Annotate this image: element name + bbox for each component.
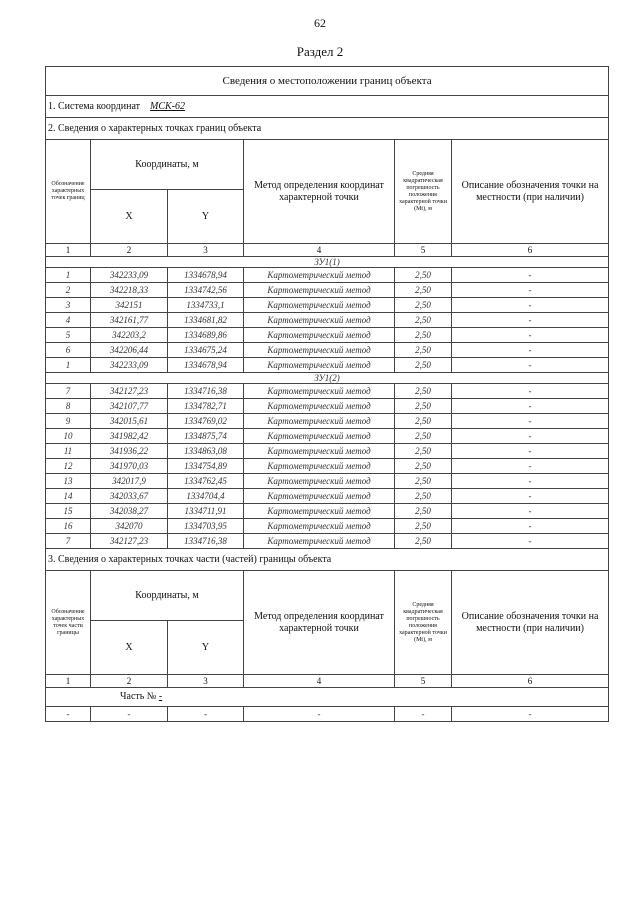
column-number: 1 — [46, 675, 91, 688]
description: - — [452, 313, 609, 328]
coord-x: 342127,23 — [91, 534, 168, 549]
coord-x: 342038,27 — [91, 504, 168, 519]
table-row — [46, 504, 609, 519]
table-row — [46, 519, 609, 534]
description: - — [452, 298, 609, 313]
point-number: 11 — [46, 444, 91, 459]
part-header-coords: Координаты, м — [91, 571, 244, 621]
coord-y: 1334769,02 — [168, 414, 244, 429]
empty-cell: - — [452, 707, 609, 722]
description: - — [452, 414, 609, 429]
point-number: 7 — [46, 384, 91, 399]
column-number: 3 — [168, 244, 244, 257]
coord-y: 1334678,94 — [168, 358, 244, 373]
coord-y: 1334875,74 — [168, 429, 244, 444]
empty-cell: - — [395, 707, 452, 722]
point-number: 15 — [46, 504, 91, 519]
description: - — [452, 384, 609, 399]
coord-y: 1334733,1 — [168, 298, 244, 313]
coord-system-row — [46, 96, 609, 118]
method: Картометрический метод — [244, 474, 395, 489]
coord-x: 342206,44 — [91, 343, 168, 358]
point-number: 6 — [46, 343, 91, 358]
part-value: - — [158, 691, 163, 702]
accuracy: 2,50 — [395, 298, 452, 313]
empty-cell: - — [244, 707, 395, 722]
part-header-description: Описание обозначения точки на местности (при наличии) — [452, 571, 609, 675]
column-number: 6 — [452, 244, 609, 257]
description: - — [452, 399, 609, 414]
accuracy: 2,50 — [395, 414, 452, 429]
coord-y: 1334689,86 — [168, 328, 244, 343]
coord-x: 342233,09 — [91, 358, 168, 373]
group-row — [46, 373, 609, 384]
accuracy: 2,50 — [395, 534, 452, 549]
method: Картометрический метод — [244, 313, 395, 328]
coord-y: 1334703,95 — [168, 519, 244, 534]
method: Картометрический метод — [244, 384, 395, 399]
table-row — [46, 358, 609, 373]
description: - — [452, 489, 609, 504]
description: - — [452, 534, 609, 549]
accuracy: 2,50 — [395, 444, 452, 459]
description: - — [452, 343, 609, 358]
coord-x: 341970,03 — [91, 459, 168, 474]
method: Картометрический метод — [244, 268, 395, 283]
group-row — [46, 257, 609, 268]
coord-y: 1334863,08 — [168, 444, 244, 459]
point-number: 4 — [46, 313, 91, 328]
table-row — [46, 474, 609, 489]
coord-x: 341982,42 — [91, 429, 168, 444]
accuracy: 2,50 — [395, 313, 452, 328]
column-number: 6 — [452, 675, 609, 688]
coord-y: 1334762,45 — [168, 474, 244, 489]
part-label-cell — [46, 688, 609, 707]
column-number: 4 — [244, 675, 395, 688]
coord-y: 1334681,82 — [168, 313, 244, 328]
method: Картометрический метод — [244, 429, 395, 444]
coord-y: 1334675,24 — [168, 343, 244, 358]
part-header-method: Метод определения координат характерной точки — [244, 571, 395, 675]
point-number: 1 — [46, 268, 91, 283]
coord-x: 342203,2 — [91, 328, 168, 343]
description: - — [452, 429, 609, 444]
point-number: 2 — [46, 283, 91, 298]
method: Картометрический метод — [244, 519, 395, 534]
coord-y: 1334678,94 — [168, 268, 244, 283]
accuracy: 2,50 — [395, 384, 452, 399]
table-row — [46, 384, 609, 399]
method: Картометрический метод — [244, 399, 395, 414]
coord-system-value: МСК-62 — [150, 100, 186, 112]
group-name: ЗУ1(2) — [46, 373, 609, 384]
accuracy: 2,50 — [395, 504, 452, 519]
coord-x: 342127,23 — [91, 384, 168, 399]
accuracy: 2,50 — [395, 283, 452, 298]
method: Картометрический метод — [244, 504, 395, 519]
table-row — [46, 268, 609, 283]
part-row — [46, 688, 609, 707]
description: - — [452, 444, 609, 459]
header-accuracy: Средняя квадратическая погрешность положения характерной точки (Mt), м — [395, 140, 452, 244]
column-number: 2 — [91, 675, 168, 688]
table-row — [46, 298, 609, 313]
section2-title: 2. Сведения о характерных точках границ объекта — [46, 118, 609, 140]
section-title: Раздел 2 — [296, 44, 344, 59]
accuracy: 2,50 — [395, 489, 452, 504]
accuracy: 2,50 — [395, 474, 452, 489]
point-number: 1 — [46, 358, 91, 373]
coord-x: 342017,9 — [91, 474, 168, 489]
column-numbers — [46, 244, 609, 257]
point-number: 12 — [46, 459, 91, 474]
part-header-accuracy: Средняя квадратическая погрешность положения характерной точки (Mt), м — [395, 571, 452, 675]
coord-y: 1334704,4 — [168, 489, 244, 504]
point-number: 8 — [46, 399, 91, 414]
table-row — [46, 414, 609, 429]
description: - — [452, 358, 609, 373]
method: Картометрический метод — [244, 283, 395, 298]
header-y: Y — [168, 190, 244, 244]
column-number: 2 — [91, 244, 168, 257]
point-number: 16 — [46, 519, 91, 534]
coord-y: 1334742,56 — [168, 283, 244, 298]
point-number: 10 — [46, 429, 91, 444]
empty-cell: - — [46, 707, 91, 722]
column-number: 5 — [395, 244, 452, 257]
point-number: 9 — [46, 414, 91, 429]
method: Картометрический метод — [244, 534, 395, 549]
column-number: 3 — [168, 675, 244, 688]
part-column-numbers — [46, 675, 609, 688]
description: - — [452, 283, 609, 298]
description: - — [452, 519, 609, 534]
description: - — [452, 474, 609, 489]
part-header-row — [46, 571, 609, 621]
header-method: Метод определения координат характерной точки — [244, 140, 395, 244]
empty-row — [46, 707, 609, 722]
coord-x: 342015,61 — [91, 414, 168, 429]
table-row — [46, 343, 609, 358]
table-row — [46, 429, 609, 444]
coord-x: 342218,33 — [91, 283, 168, 298]
section3-row — [46, 549, 609, 571]
point-number: 3 — [46, 298, 91, 313]
column-number: 4 — [244, 244, 395, 257]
method: Картометрический метод — [244, 298, 395, 313]
header-x: X — [91, 190, 168, 244]
accuracy: 2,50 — [395, 399, 452, 414]
column-number: 5 — [395, 675, 452, 688]
accuracy: 2,50 — [395, 343, 452, 358]
accuracy: 2,50 — [395, 429, 452, 444]
accuracy: 2,50 — [395, 328, 452, 343]
coord-x: 342233,09 — [91, 268, 168, 283]
header-coords: Координаты, м — [91, 140, 244, 190]
part-label: Часть № — [120, 691, 159, 702]
method: Картометрический метод — [244, 358, 395, 373]
part-header-x: X — [91, 621, 168, 675]
point-number: 5 — [46, 328, 91, 343]
accuracy: 2,50 — [395, 268, 452, 283]
table-row — [46, 534, 609, 549]
accuracy: 2,50 — [395, 519, 452, 534]
coord-x: 341936,22 — [91, 444, 168, 459]
method: Картометрический метод — [244, 459, 395, 474]
method: Картометрический метод — [244, 328, 395, 343]
group-name: ЗУ1(1) — [46, 257, 609, 268]
description: - — [452, 504, 609, 519]
table-row — [46, 489, 609, 504]
coord-y: 1334754,89 — [168, 459, 244, 474]
header-description: Описание обозначения точки на местности (при наличии) — [452, 140, 609, 244]
section3-title: 3. Сведения о характерных точках части (частей) границы объекта — [46, 549, 609, 571]
table-row — [46, 459, 609, 474]
table-row — [46, 399, 609, 414]
coord-x: 342151 — [91, 298, 168, 313]
method: Картометрический метод — [244, 414, 395, 429]
header-point-label: Обозначение характерных точек границ — [46, 140, 91, 244]
boundary-table — [45, 66, 609, 722]
coord-y: 1334782,71 — [168, 399, 244, 414]
part-header-point-label: Обозначение характерных точек части границы — [46, 571, 91, 675]
coord-y: 1334711,91 — [168, 504, 244, 519]
point-number: 7 — [46, 534, 91, 549]
method: Картометрический метод — [244, 489, 395, 504]
description: - — [452, 328, 609, 343]
method: Картометрический метод — [244, 444, 395, 459]
table-title: Сведения о местоположении границ объекта — [46, 67, 609, 96]
coord-y: 1334716,38 — [168, 384, 244, 399]
accuracy: 2,50 — [395, 358, 452, 373]
accuracy: 2,50 — [395, 459, 452, 474]
coord-x: 342033,67 — [91, 489, 168, 504]
coord-x: 342161,77 — [91, 313, 168, 328]
point-number: 13 — [46, 474, 91, 489]
coord-y: 1334716,38 — [168, 534, 244, 549]
coord-system-label: 1. Система координат — [48, 100, 141, 112]
coord-x: 342107,77 — [91, 399, 168, 414]
table-row — [46, 328, 609, 343]
part-header-y: Y — [168, 621, 244, 675]
page-number: 62 — [314, 16, 326, 30]
method: Картометрический метод — [244, 343, 395, 358]
description: - — [452, 459, 609, 474]
empty-cell: - — [91, 707, 168, 722]
table-row — [46, 444, 609, 459]
table-row — [46, 283, 609, 298]
point-number: 14 — [46, 489, 91, 504]
description: - — [452, 268, 609, 283]
coord-x: 342070 — [91, 519, 168, 534]
empty-cell: - — [168, 707, 244, 722]
column-number: 1 — [46, 244, 91, 257]
table-row — [46, 313, 609, 328]
